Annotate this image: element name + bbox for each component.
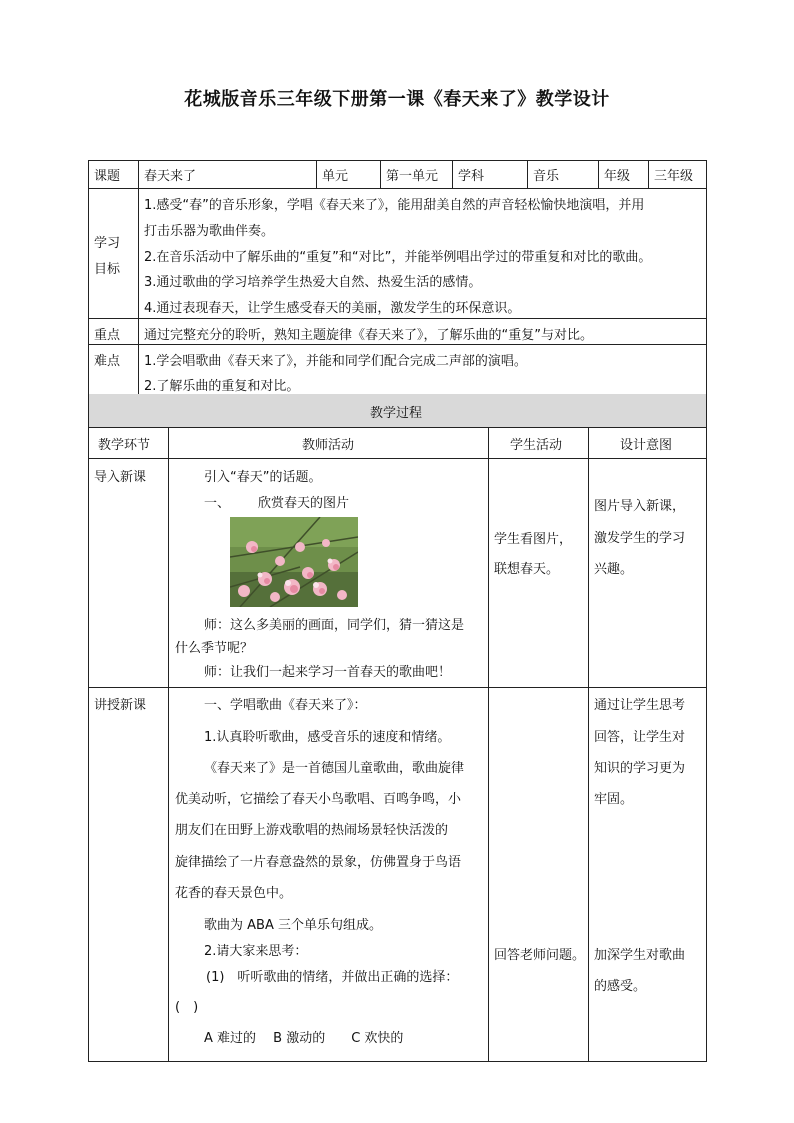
- goal-item: 3.通过歌曲的学习培养学生热爱大自然、热爱生活的感情。: [144, 275, 482, 290]
- grade-label: 年级: [604, 169, 631, 184]
- student-text: 学生看图片，: [494, 532, 573, 547]
- rule: [706, 160, 707, 394]
- difficulty-item: 1.学会唱歌曲《春天来了》，并能和同学们配合完成二声部的演唱。: [144, 354, 527, 369]
- goal-item: 2.在音乐活动中了解乐曲的“重复”和“对比”，并能举例唱出学过的带重复和对比的歌曲。: [144, 250, 652, 265]
- topic-value: 春天来了: [144, 169, 197, 184]
- student-text: 回答老师问题。: [494, 948, 586, 963]
- process-heading: 教学过程: [370, 406, 423, 421]
- rule: [88, 458, 707, 459]
- goal-item: 打击乐器为歌曲伴奏。: [144, 224, 275, 239]
- intent-text: 加深学生对歌曲: [594, 948, 686, 963]
- teacher-text: 花香的春天景色中。: [175, 886, 293, 901]
- goal-item: 4.通过表现春天，让学生感受春天的美丽，激发学生的环保意识。: [144, 301, 521, 316]
- rule: [488, 427, 489, 1061]
- rule: [527, 160, 528, 188]
- intent-text: 图片导入新课，: [594, 499, 686, 514]
- teacher-text: 2.请大家来思考：: [204, 944, 308, 959]
- rule: [706, 394, 707, 1061]
- topic-label: 课题: [94, 169, 121, 184]
- teacher-text: 师：这么多美丽的画面，同学们，猜一猜这是: [204, 618, 465, 633]
- col-header-stage: 教学环节: [98, 438, 151, 453]
- difficulty-label: 难点: [94, 354, 121, 369]
- grade-value: 三年级: [654, 169, 694, 184]
- teacher-text: 歌曲为 ABA 三个单乐句组成。: [204, 918, 382, 933]
- rule: [648, 160, 649, 188]
- spring-blossom-image: [230, 517, 358, 607]
- col-header-intent: 设计意图: [620, 438, 673, 453]
- teacher-text: 1.认真聆听歌曲，感受音乐的速度和情绪。: [204, 730, 451, 745]
- key-label: 重点: [94, 328, 121, 343]
- goals-label: 学习: [94, 236, 121, 251]
- intent-text: 激发学生的学习: [594, 531, 686, 546]
- teacher-text: 引入“春天”的话题。: [204, 470, 322, 485]
- subject-label: 学科: [458, 169, 485, 184]
- teacher-text: 《春天来了》是一首德国儿童歌曲，歌曲旋律: [204, 761, 465, 776]
- intent-text: 知识的学习更为: [594, 761, 686, 776]
- intent-text: 牢固。: [594, 792, 634, 807]
- rule: [380, 160, 381, 188]
- intent-text: 的感受。: [594, 979, 647, 994]
- unit-value: 第一单元: [386, 169, 439, 184]
- col-header-teacher: 教师活动: [302, 438, 355, 453]
- col-header-student: 学生活动: [510, 438, 563, 453]
- teacher-text: 什么季节呢？: [175, 641, 254, 656]
- stage-lesson: 讲授新课: [94, 698, 147, 713]
- teacher-text: 一、学唱歌曲《春天来了》：: [204, 698, 367, 713]
- teacher-text: 优美动听，它描绘了春天小鸟歌唱、百鸣争鸣，小: [175, 792, 462, 807]
- rule: [88, 1061, 707, 1062]
- intent-text: 兴趣。: [594, 562, 634, 577]
- teacher-text: A 难过的 B 激动的 C 欢快的: [204, 1031, 404, 1046]
- unit-label: 单元: [322, 169, 349, 184]
- rule: [588, 427, 589, 1061]
- rule: [598, 160, 599, 188]
- student-text: 联想春天。: [494, 562, 560, 577]
- rule: [88, 160, 89, 394]
- rule: [88, 188, 707, 189]
- rule: [452, 160, 453, 188]
- rule: [316, 160, 317, 188]
- intent-text: 通过让学生思考: [594, 698, 686, 713]
- rule: [88, 160, 707, 161]
- stage-intro: 导入新课: [94, 470, 147, 485]
- subject-value: 音乐: [533, 169, 560, 184]
- teacher-text: 朋友们在田野上游戏歌唱的热闹场景轻快活泼的: [175, 823, 449, 838]
- teacher-text: 旋律描绘了一片春意盎然的景象，仿佛置身于鸟语: [175, 855, 462, 870]
- teacher-text: 一、: [204, 496, 231, 511]
- teacher-text: (1) 听听歌曲的情绪，并做出正确的选择：: [206, 970, 459, 985]
- rule: [88, 344, 707, 345]
- rule: [138, 160, 139, 394]
- rule: [88, 318, 707, 319]
- rule: [88, 687, 707, 688]
- rule: [88, 394, 89, 1061]
- goal-item: 1.感受“春”的音乐形象，学唱《春天来了》，能用甜美自然的声音轻松愉快地演唱，并用: [144, 198, 645, 213]
- intent-text: 回答，让学生对: [594, 730, 686, 745]
- teacher-text: 师：让我们一起来学习一首春天的歌曲吧！: [204, 665, 452, 680]
- teacher-text: ( ): [175, 1000, 199, 1015]
- goals-label: 目标: [94, 262, 121, 277]
- rule: [88, 427, 707, 428]
- teacher-text: 欣赏春天的图片: [258, 496, 350, 511]
- page-title: 花城版音乐三年级下册第一课《春天来了》教学设计: [184, 89, 610, 110]
- rule: [168, 427, 169, 1061]
- key-text: 通过完整充分的聆听，熟知主题旋律《春天来了》，了解乐曲的“重复”与对比。: [144, 328, 593, 343]
- difficulty-item: 2.了解乐曲的重复和对比。: [144, 379, 300, 394]
